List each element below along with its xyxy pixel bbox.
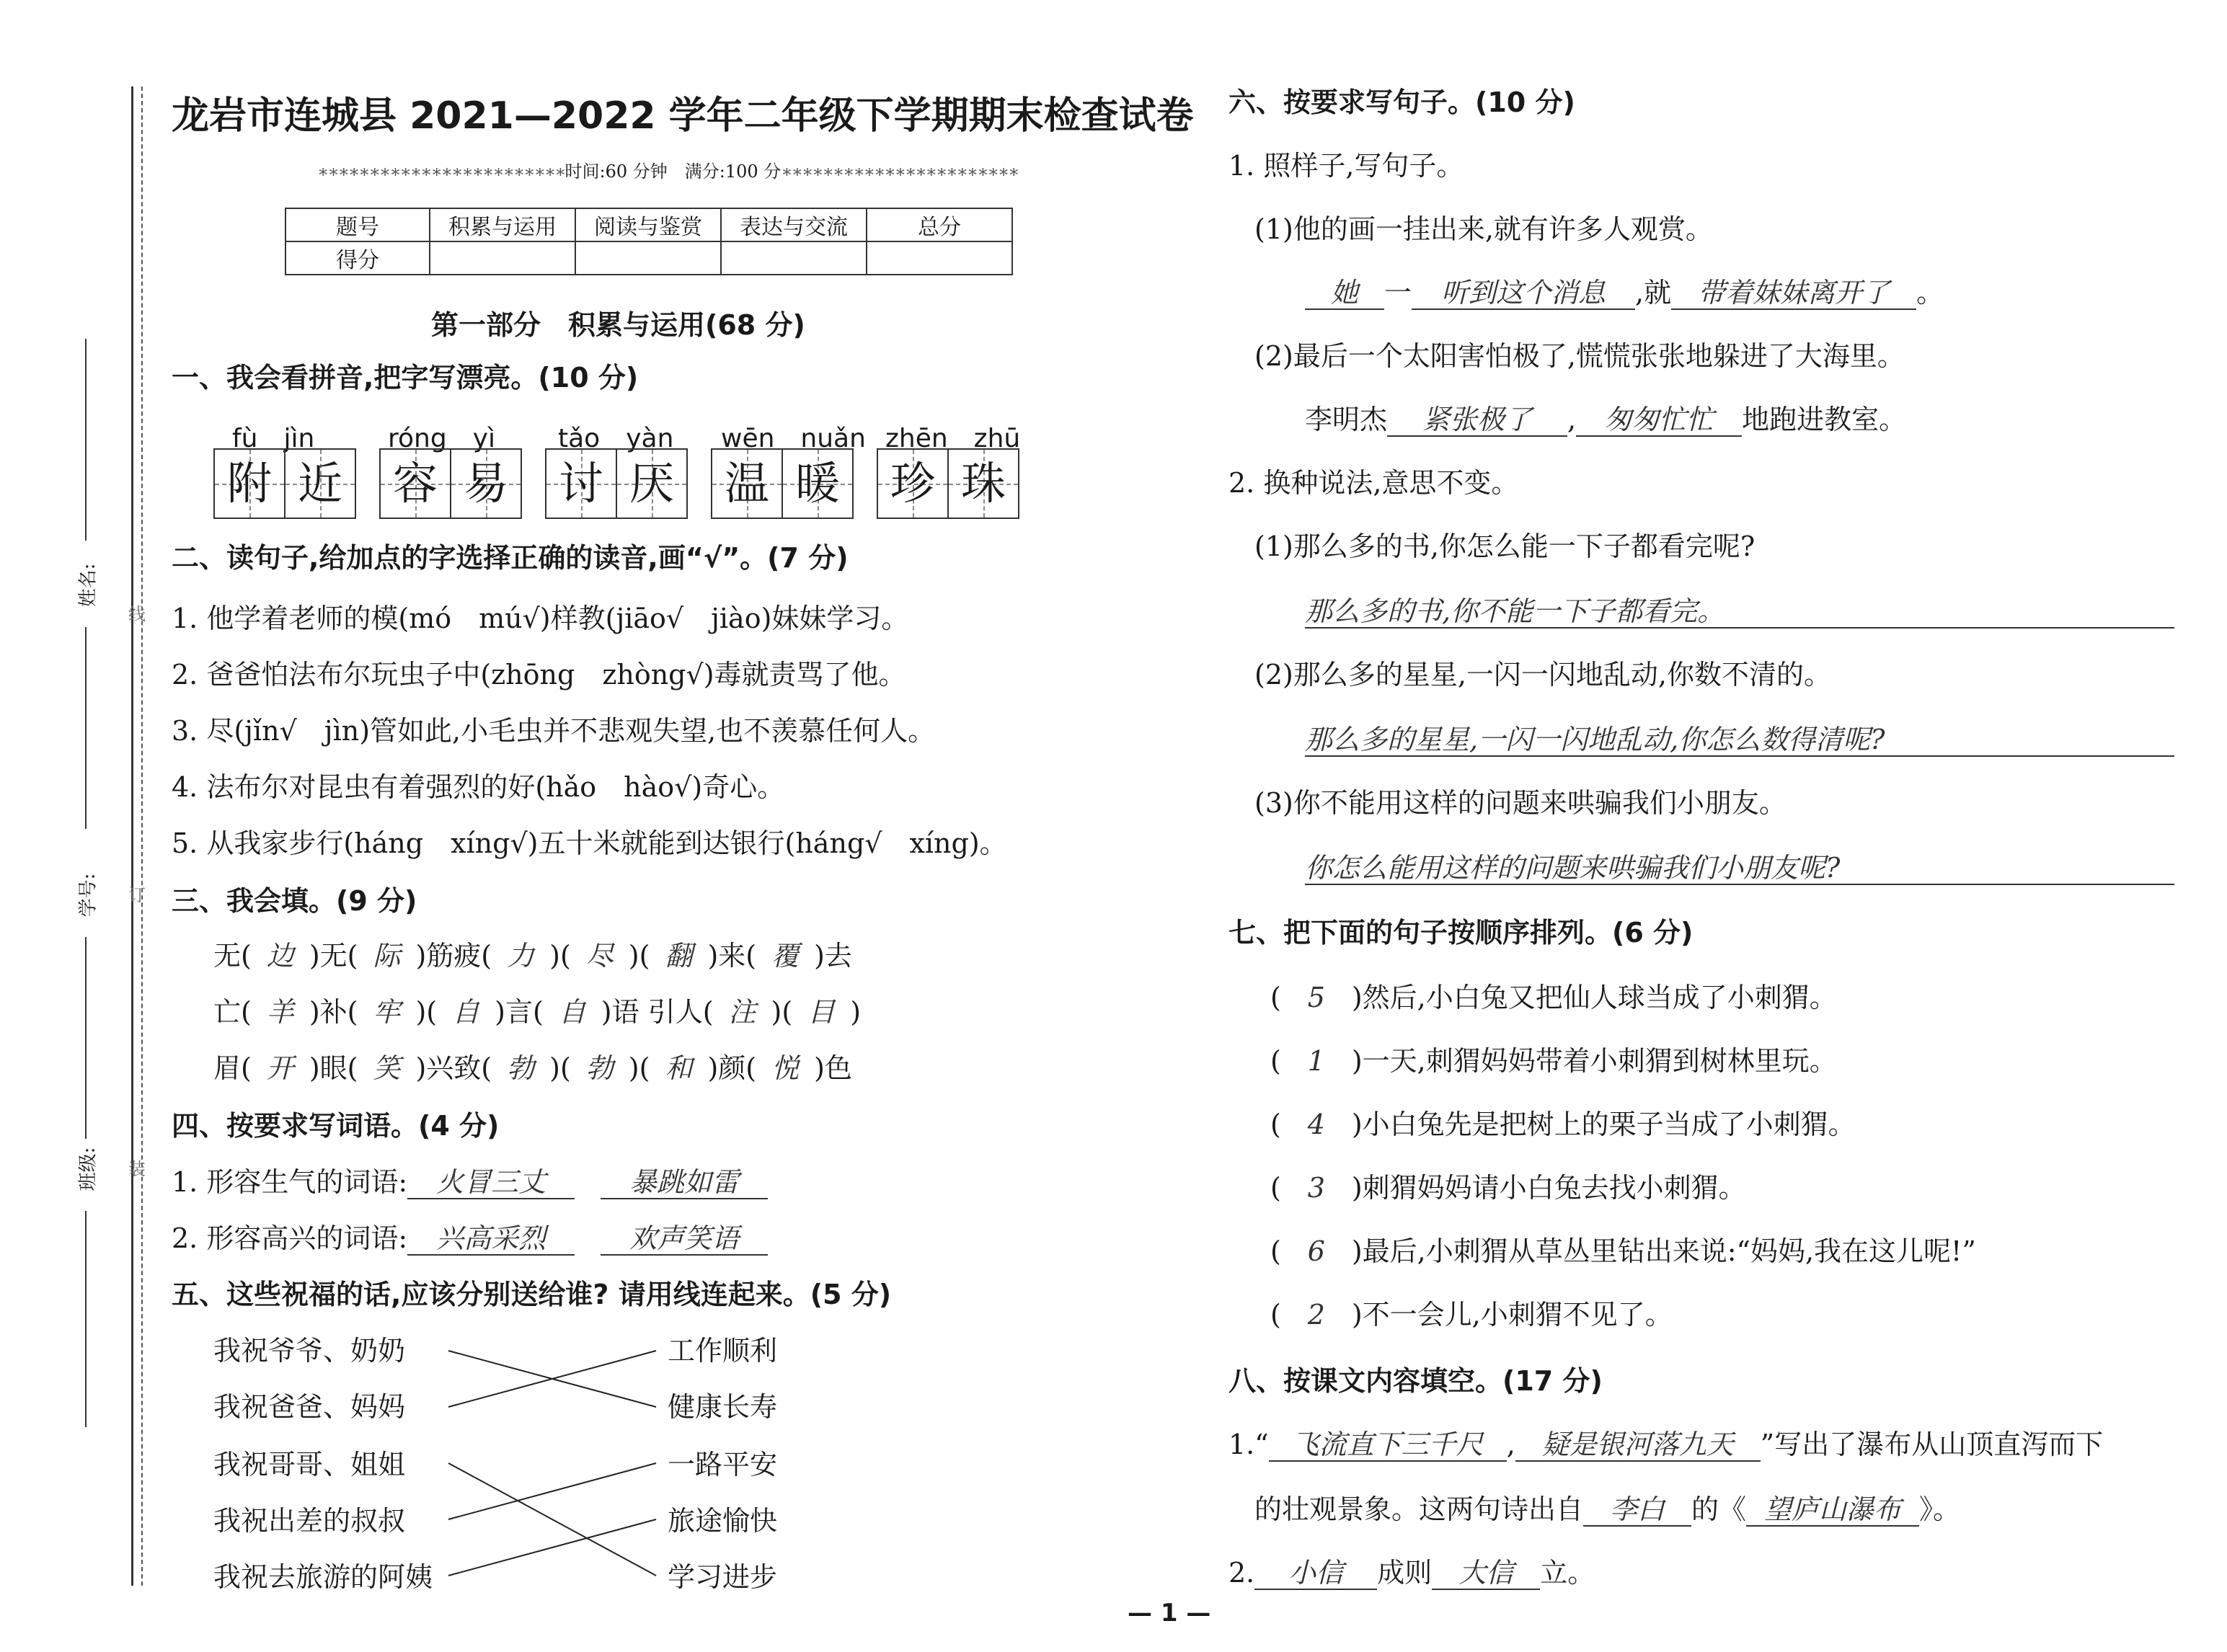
s6-q2a: (1)那么多的书,你怎么能一下子都看完呢? bbox=[1254, 530, 1756, 562]
student-id-label: 学号: bbox=[77, 873, 99, 918]
wish-right[interactable]: 学习进步 bbox=[668, 1561, 778, 1593]
s6-q1b: (2)最后一个太阳害怕极了,慌慌张张地躲进了大海里。 bbox=[1254, 340, 1905, 372]
answer-blank[interactable]: 李白 bbox=[1583, 1493, 1691, 1527]
score-header: 积累与运用 bbox=[430, 208, 575, 241]
order-item: ( 6 )最后,小刺猬从草丛里钻出来说:“妈妈,我在这儿呢!” bbox=[1270, 1235, 1976, 1267]
answer-blank[interactable]: 她 bbox=[1305, 277, 1384, 310]
char-grid-2 bbox=[379, 448, 522, 519]
s8-heading: 八、按课文内容填空。(17 分) bbox=[1228, 1365, 1603, 1397]
score-header: 表达与交流 bbox=[721, 208, 867, 241]
wish-right[interactable]: 一路平安 bbox=[668, 1449, 778, 1480]
s3-heading: 三、我会填。(9 分) bbox=[172, 885, 417, 917]
char-cell: 附 bbox=[215, 450, 284, 518]
wish-right[interactable]: 旅途愉快 bbox=[668, 1505, 778, 1537]
answer-blank[interactable]: 兴高采烈 bbox=[407, 1222, 575, 1256]
fill-answer[interactable]: 目 bbox=[807, 996, 836, 1028]
s3-row-1: 无( 边 )无( 际 )筋疲( 力 )( 尽 )( 翻 )来( 覆 )去 bbox=[213, 940, 852, 972]
score-header: 总分 bbox=[867, 208, 1012, 241]
s2-line: 2. 爸爸怕法布尔玩虫子中(zhōng zhòng√)毒就责骂了他。 bbox=[172, 659, 906, 690]
fill-answer[interactable]: 勃 bbox=[507, 1052, 535, 1084]
fill-answer[interactable]: 开 bbox=[266, 1052, 294, 1084]
s7-heading: 七、把下面的句子按顺序排列。(6 分) bbox=[1228, 917, 1694, 949]
char-grid-4 bbox=[711, 448, 854, 519]
answer-blank[interactable]: 听到这个消息 bbox=[1412, 277, 1635, 310]
fill-answer[interactable]: 牢 bbox=[373, 996, 401, 1028]
score-cell[interactable] bbox=[430, 241, 575, 275]
score-cell[interactable] bbox=[721, 241, 867, 275]
char-cell: 易 bbox=[450, 450, 521, 518]
answer-blank[interactable]: 飞流直下三千尺 bbox=[1269, 1429, 1507, 1462]
fill-answer[interactable]: 笑 bbox=[373, 1052, 401, 1084]
answer-blank[interactable]: 望庐山瀑布 bbox=[1746, 1493, 1919, 1527]
pinyin-4: wēn nuǎn bbox=[721, 424, 866, 453]
score-header: 阅读与鉴赏 bbox=[575, 208, 721, 241]
fill-answer[interactable]: 自 bbox=[558, 996, 586, 1028]
wish-right[interactable]: 工作顺利 bbox=[668, 1335, 778, 1367]
exam-meta: ∗∗∗∗∗∗∗∗∗∗∗∗∗∗∗∗∗∗∗∗∗∗∗∗时间:60 分钟 满分:100 分∗∗∗∗∗∗∗∗∗∗∗∗∗∗∗∗∗∗∗∗∗∗∗ bbox=[317, 161, 1019, 182]
order-item: ( 1 )一天,刺猬妈妈带着小刺猬到树林里玩。 bbox=[1270, 1045, 1837, 1077]
order-item: ( 4 )小白兔先是把树上的栗子当成了小刺猬。 bbox=[1270, 1109, 1856, 1140]
answer-blank[interactable]: 紧张极了 bbox=[1387, 404, 1567, 437]
name-field[interactable] bbox=[85, 339, 87, 541]
order-item: ( 2 )不一会儿,小刺猬不见了。 bbox=[1270, 1299, 1673, 1331]
s2-line: 3. 尽(jǐn√ jìn)管如此,小毛虫并不悲观失望,也不羡慕任何人。 bbox=[172, 715, 936, 747]
fill-answer[interactable]: 勃 bbox=[585, 1052, 614, 1084]
char-cell: 珠 bbox=[947, 450, 1018, 518]
match-line bbox=[448, 1519, 656, 1576]
order-number[interactable]: 6 bbox=[1307, 1235, 1325, 1267]
order-number[interactable]: 5 bbox=[1307, 982, 1325, 1013]
order-item: ( 5 )然后,小白兔又把仙人球当成了小刺猬。 bbox=[1270, 982, 1837, 1013]
s6-q1b-answer: 李明杰 紧张极了 , 匆匆忙忙 地跑进教室。 bbox=[1305, 404, 1907, 435]
wish-left[interactable]: 我祝哥哥、姐姐 bbox=[213, 1449, 406, 1480]
pinyin-2: róng yì bbox=[388, 424, 496, 453]
order-number[interactable]: 1 bbox=[1307, 1045, 1325, 1077]
order-number[interactable]: 2 bbox=[1307, 1299, 1325, 1331]
fill-answer[interactable]: 际 bbox=[373, 940, 401, 972]
page-number: — 1 — bbox=[1128, 1599, 1211, 1627]
binding-line bbox=[131, 86, 133, 1586]
s6-q1a: (1)他的画一挂出来,就有许多人观赏。 bbox=[1254, 213, 1713, 245]
s3-row-2: 亡( 羊 )补( 牢 )( 自 )言( 自 )语 引人( 注 )( 目 ) bbox=[213, 996, 862, 1028]
s6-q1a-answer: 她 一 听到这个消息 ,就 带着妹妹离开了 。 bbox=[1305, 277, 1944, 310]
fill-answer[interactable]: 力 bbox=[507, 940, 535, 972]
s4-line-1: 1. 形容生气的词语: 火冒三丈 暴跳如雷 bbox=[172, 1166, 768, 1199]
wish-left[interactable]: 我祝去旅游的阿姨 bbox=[213, 1561, 433, 1593]
name-label: 姓名: bbox=[77, 563, 99, 608]
char-grid-3 bbox=[545, 448, 688, 519]
order-number[interactable]: 3 bbox=[1307, 1172, 1325, 1204]
fill-answer[interactable]: 羊 bbox=[266, 996, 294, 1028]
fill-answer[interactable]: 覆 bbox=[771, 940, 800, 972]
s3-row-3: 眉( 开 )眼( 笑 )兴致( 勃 )( 勃 )( 和 )颜( 悦 )色 bbox=[213, 1052, 852, 1084]
match-line bbox=[448, 1463, 656, 1576]
matching-lines bbox=[433, 1326, 670, 1600]
s8-line-3: 2. 小信 成则 大信 立。 bbox=[1228, 1557, 1595, 1589]
cut-mark-xian: 线 bbox=[128, 604, 146, 624]
answer-blank[interactable]: 大信 bbox=[1432, 1557, 1540, 1590]
score-header: 题号 bbox=[285, 208, 430, 241]
score-cell[interactable] bbox=[867, 241, 1012, 275]
s6-heading: 六、按要求写句子。(10 分) bbox=[1228, 86, 1575, 118]
cut-mark-ding: 订 bbox=[128, 885, 146, 905]
answer-blank[interactable]: 匆匆忙忙 bbox=[1576, 404, 1742, 437]
wish-left[interactable]: 我祝爷爷、奶奶 bbox=[213, 1335, 406, 1367]
char-cell: 近 bbox=[284, 450, 355, 518]
s2-heading: 二、读句子,给加点的字选择正确的读音,画“√”。(7 分) bbox=[172, 542, 849, 574]
s2-line: 5. 从我家步行(háng xíng√)五十米就能到达银行(háng√ xíng)。 bbox=[172, 827, 1007, 859]
s4-heading: 四、按要求写词语。(4 分) bbox=[172, 1110, 500, 1142]
char-cell: 厌 bbox=[616, 450, 686, 518]
fill-answer[interactable]: 自 bbox=[452, 996, 480, 1028]
s1-heading: 一、我会看拼音,把字写漂亮。(10 分) bbox=[172, 362, 639, 394]
cut-mark-zhuang: 装 bbox=[128, 1159, 146, 1179]
fill-answer[interactable]: 尽 bbox=[585, 940, 614, 972]
s5-heading: 五、这些祝福的话,应该分别送给谁? 请用线连起来。(5 分) bbox=[172, 1279, 892, 1310]
fill-answer[interactable]: 和 bbox=[665, 1052, 693, 1084]
fill-answer[interactable]: 悦 bbox=[771, 1052, 800, 1084]
student-id-field[interactable] bbox=[85, 937, 87, 1139]
binding-dash-line bbox=[141, 86, 143, 1586]
class-field[interactable] bbox=[85, 1211, 87, 1427]
s6-q2: 2. 换种说法,意思不变。 bbox=[1228, 467, 1519, 499]
char-cell: 暖 bbox=[782, 450, 852, 518]
s4-line-2: 2. 形容高兴的词语: 兴高采烈 欢声笑语 bbox=[172, 1222, 768, 1256]
score-row-label: 得分 bbox=[285, 241, 430, 275]
char-cell: 温 bbox=[712, 450, 782, 518]
wish-left[interactable]: 我祝出差的叔叔 bbox=[213, 1505, 406, 1537]
s6-q2c-answer[interactable]: 你怎么能用这样的问题来哄骗我们小朋友呢? bbox=[1305, 852, 2174, 885]
char-grid-1 bbox=[213, 448, 356, 519]
pinyin-3: tǎo yàn bbox=[558, 424, 674, 453]
pinyin-5: zhēn zhū bbox=[885, 424, 1021, 453]
fill-answer[interactable]: 边 bbox=[266, 940, 294, 972]
fill-answer[interactable]: 翻 bbox=[665, 940, 693, 972]
s6-q2b-answer[interactable]: 那么多的星星,一闪一闪地乱动,你怎么数得清呢? bbox=[1305, 724, 2174, 757]
part1-title: 第一部分 积累与运用(68 分) bbox=[431, 309, 805, 341]
s8-line-1: 1.“ 飞流直下三千尺 , 疑是银河落九天 ”写出了瀑布从山顶直泻而下 bbox=[1228, 1429, 2104, 1460]
s2-line: 4. 法布尔对昆虫有着强烈的好(hǎo hào√)奇心。 bbox=[172, 771, 785, 803]
s8-line-2: 的壮观景象。这两句诗出自 李白 的《 望庐山瀑布 》。 bbox=[1254, 1493, 1961, 1525]
page-title: 龙岩市连城县 2021—2022 学年二年级下学期期末检查试卷 bbox=[172, 94, 1194, 138]
wish-left[interactable]: 我祝爸爸、妈妈 bbox=[213, 1391, 406, 1423]
answer-blank[interactable]: 小信 bbox=[1254, 1557, 1377, 1590]
match-line bbox=[448, 1463, 656, 1519]
s2-line: 1. 他学着老师的模(mó mú√)样教(jiāo√ jiào)妹妹学习。 bbox=[172, 603, 909, 634]
class-label: 班级: bbox=[77, 1147, 99, 1191]
char-cell: 珍 bbox=[878, 450, 947, 518]
name-field-2[interactable] bbox=[85, 627, 87, 829]
s6-q2c: (3)你不能用这样的问题来哄骗我们小朋友。 bbox=[1254, 787, 1787, 819]
answer-blank[interactable]: 火冒三丈 bbox=[407, 1166, 575, 1199]
char-cell: 容 bbox=[381, 450, 450, 518]
answer-blank[interactable]: 暴跳如雷 bbox=[601, 1166, 768, 1199]
pinyin-1: fù jìn bbox=[232, 424, 315, 453]
answer-blank[interactable]: 欢声笑语 bbox=[601, 1222, 768, 1256]
order-item: ( 3 )刺猬妈妈请小白兔去找小刺猬。 bbox=[1270, 1172, 1746, 1204]
s6-q2a-answer[interactable]: 那么多的书,你不能一下子都看完。 bbox=[1305, 595, 2174, 629]
score-cell[interactable] bbox=[575, 241, 721, 275]
s6-q1: 1. 照样子,写句子。 bbox=[1228, 150, 1464, 182]
answer-blank[interactable]: 带着妹妹离开了 bbox=[1671, 277, 1916, 310]
s6-q2b: (2)那么多的星星,一闪一闪地乱动,你数不清的。 bbox=[1254, 659, 1831, 690]
score-table bbox=[285, 208, 1013, 275]
char-cell: 讨 bbox=[546, 450, 616, 518]
answer-blank[interactable]: 疑是银河落九天 bbox=[1515, 1429, 1761, 1462]
order-number[interactable]: 4 bbox=[1307, 1109, 1325, 1140]
fill-answer[interactable]: 注 bbox=[728, 996, 756, 1028]
time-score-text: 时间:60 分钟 满分:100 分 bbox=[565, 161, 782, 182]
char-grid-5 bbox=[877, 448, 1019, 519]
wish-right[interactable]: 健康长寿 bbox=[668, 1391, 778, 1423]
